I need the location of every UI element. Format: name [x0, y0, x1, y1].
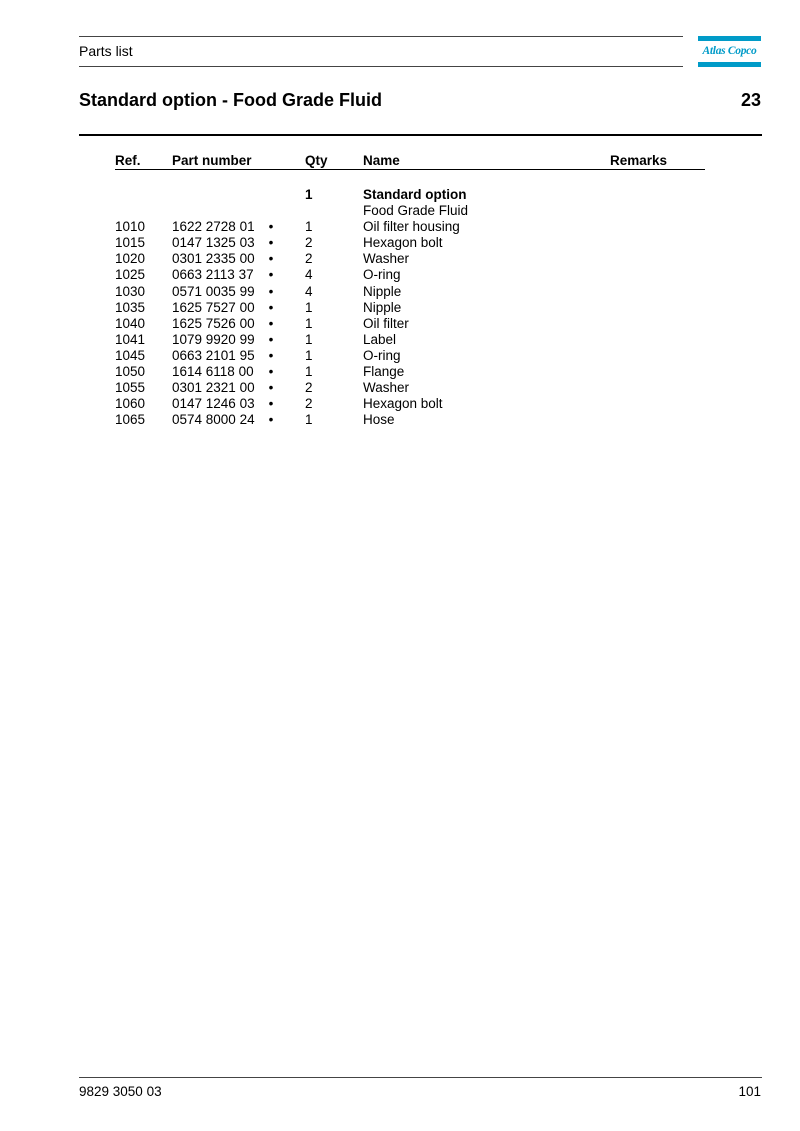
- row-qty: 1: [305, 347, 313, 363]
- row-qty: 1: [305, 331, 313, 347]
- document-number: 9829 3050 03: [79, 1084, 162, 1099]
- row-qty: 1: [305, 219, 313, 235]
- row-part-number: 0147 1246 03: [172, 396, 255, 412]
- column-header-name: Name: [363, 153, 400, 168]
- table-row: [0, 364, 800, 380]
- row-name: Nipple: [363, 283, 402, 299]
- row-name: O-ring: [363, 347, 401, 363]
- row-marker: •: [268, 219, 274, 235]
- row-part-number: 0663 2101 95: [172, 347, 255, 363]
- table-header-rule: [115, 169, 705, 170]
- table-row: [0, 267, 800, 283]
- logo-bottom-bar: [698, 62, 761, 67]
- row-name: O-ring: [363, 267, 401, 283]
- row-qty: 2: [305, 396, 313, 412]
- table-row: [0, 251, 800, 267]
- parts-table: [0, 187, 800, 428]
- row-ref: 1020: [115, 251, 146, 267]
- row-marker: •: [268, 364, 274, 380]
- row-qty: 4: [305, 283, 313, 299]
- row-part-number: 1625 7527 00: [172, 299, 255, 315]
- row-name: Washer: [363, 251, 410, 267]
- row-ref: 1040: [115, 315, 146, 331]
- row-marker: •: [268, 315, 274, 331]
- row-qty: 1: [305, 364, 313, 380]
- logo-text: Atlas Copco: [702, 45, 757, 57]
- group-row: [0, 187, 800, 203]
- row-part-number: 0147 1325 03: [172, 235, 255, 251]
- group-subname-row: [0, 203, 800, 219]
- group-qty: 1: [305, 187, 313, 202]
- row-name: Washer: [363, 380, 410, 396]
- column-header-qty: Qty: [305, 153, 328, 168]
- group-subname: Food Grade Fluid: [363, 203, 469, 219]
- row-part-number: 0301 2321 00: [172, 380, 255, 396]
- row-ref: 1010: [115, 219, 146, 235]
- footer-rule: [79, 1077, 762, 1078]
- header-label: Parts list: [79, 43, 133, 59]
- row-marker: •: [268, 299, 274, 315]
- row-marker: •: [268, 331, 274, 347]
- row-marker: •: [268, 251, 274, 267]
- column-header-remarks: Remarks: [610, 153, 668, 168]
- row-marker: •: [268, 347, 274, 363]
- row-qty: 2: [305, 235, 313, 251]
- title-rule: [79, 134, 762, 136]
- row-marker: •: [268, 396, 274, 412]
- table-row: [0, 300, 800, 316]
- row-marker: •: [268, 267, 274, 283]
- row-ref: 1060: [115, 396, 146, 412]
- row-name: Label: [363, 331, 397, 347]
- group-name: Standard option: [363, 187, 467, 202]
- table-row: [0, 316, 800, 332]
- row-ref: 1065: [115, 412, 146, 428]
- row-qty: 2: [305, 251, 313, 267]
- row-part-number: 1614 6118 00: [172, 364, 254, 380]
- table-row: [0, 235, 800, 251]
- table-row: [0, 396, 800, 412]
- logo-top-bar: [698, 36, 761, 41]
- table-row: [0, 412, 800, 428]
- row-part-number: 1625 7526 00: [172, 315, 255, 331]
- page-title: Standard option - Food Grade Fluid: [79, 90, 382, 110]
- row-ref: 1041: [115, 331, 146, 347]
- row-name: Flange: [363, 364, 405, 380]
- table-row: [0, 284, 800, 300]
- table-row: [0, 380, 800, 396]
- table-row: [0, 219, 800, 235]
- row-part-number: 1622 2728 01: [172, 219, 255, 235]
- row-marker: •: [268, 380, 274, 396]
- row-name: Oil filter housing: [363, 219, 460, 235]
- row-qty: 2: [305, 380, 313, 396]
- row-part-number: 0663 2113 37: [172, 267, 254, 283]
- row-ref: 1030: [115, 283, 146, 299]
- row-marker: •: [268, 412, 274, 428]
- row-part-number: 1079 9920 99: [172, 331, 255, 347]
- row-ref: 1035: [115, 299, 146, 315]
- column-header-ref: Ref.: [115, 153, 141, 168]
- row-marker: •: [268, 235, 274, 251]
- row-name: Oil filter: [363, 315, 409, 331]
- row-marker: •: [268, 283, 274, 299]
- row-name: Hose: [363, 412, 395, 428]
- row-ref: 1025: [115, 267, 146, 283]
- page-number: 101: [738, 1084, 761, 1099]
- row-qty: 1: [305, 299, 313, 315]
- header-top-rule: [79, 36, 683, 37]
- atlas-copco-logo: [698, 36, 761, 67]
- row-ref: 1045: [115, 347, 146, 363]
- header-bottom-rule: [79, 66, 683, 67]
- row-ref: 1015: [115, 235, 146, 251]
- row-qty: 1: [305, 412, 313, 428]
- column-header-part-number: Part number: [172, 153, 252, 168]
- row-name: Nipple: [363, 299, 402, 315]
- row-part-number: 0301 2335 00: [172, 251, 255, 267]
- row-ref: 1050: [115, 364, 146, 380]
- row-name: Hexagon bolt: [363, 235, 443, 251]
- row-qty: 4: [305, 267, 313, 283]
- row-part-number: 0571 0035 99: [172, 283, 255, 299]
- section-number: 23: [740, 90, 761, 110]
- row-ref: 1055: [115, 380, 146, 396]
- row-name: Hexagon bolt: [363, 396, 443, 412]
- table-row: [0, 332, 800, 348]
- row-qty: 1: [305, 315, 313, 331]
- row-part-number: 0574 8000 24: [172, 412, 255, 428]
- table-row: [0, 348, 800, 364]
